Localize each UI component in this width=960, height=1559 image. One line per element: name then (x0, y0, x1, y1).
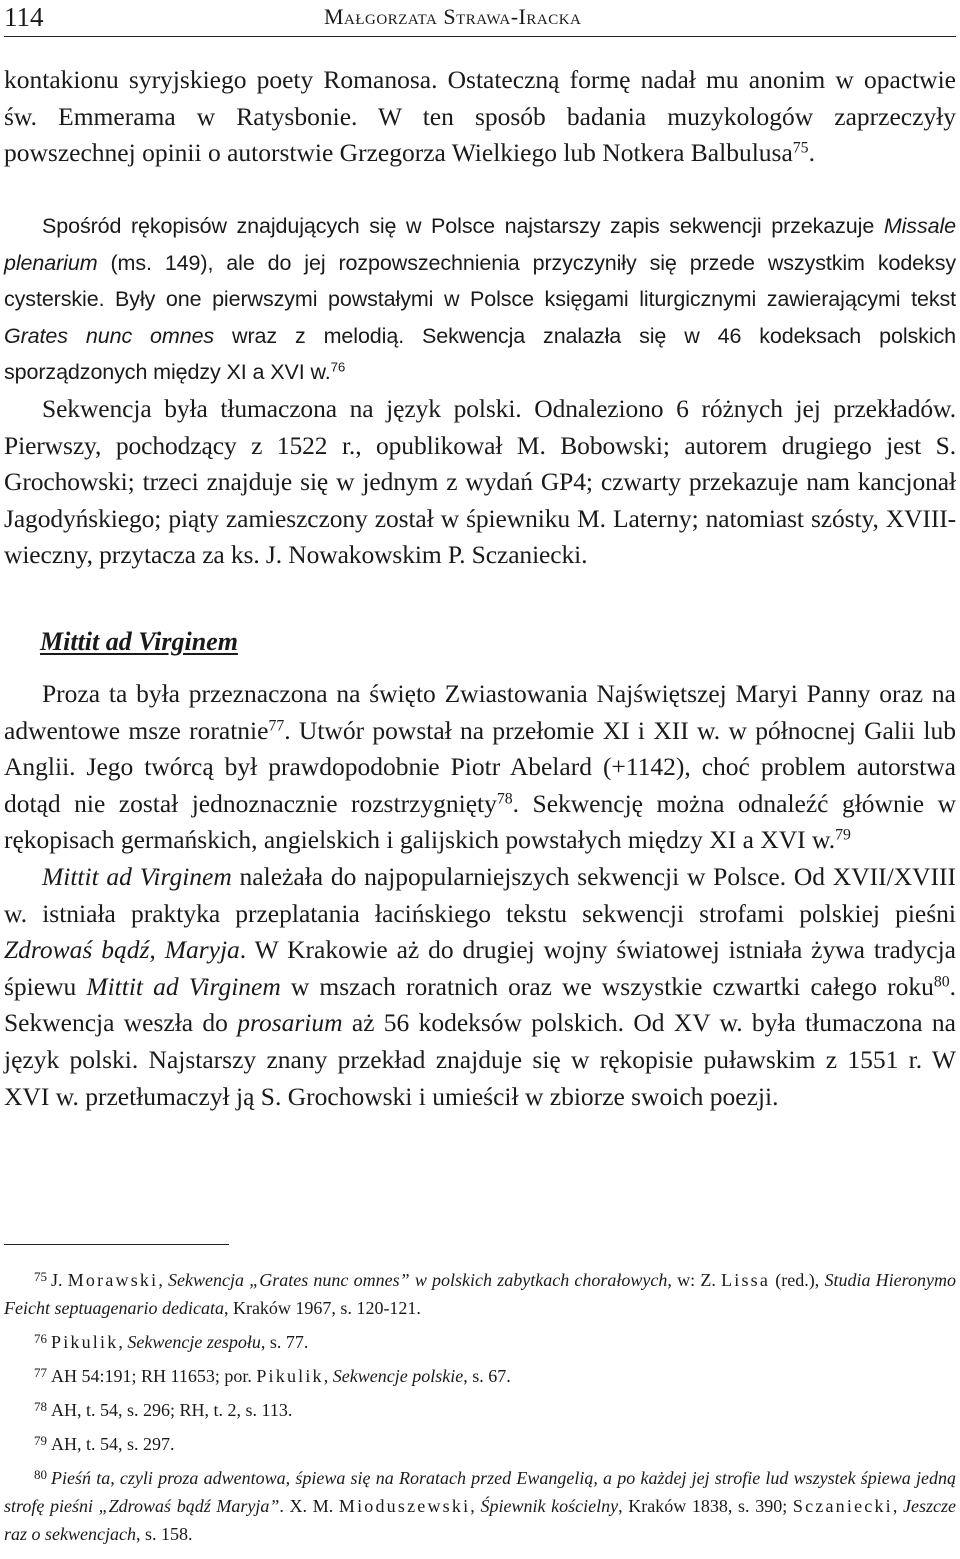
text-run: . Utwór powstał na przełomie XI i XII w. w północnej Galii lub Anglii. Jego twórcą był prawdopodobnie Piotr Abelard (+1142), choć problem autorstwa dotąd nie został jednoznacznie rozstrzygnięty (4, 715, 956, 818)
footnote-79 (4, 1430, 956, 1458)
footnote-75 (4, 1266, 956, 1322)
text-run: , (470, 1496, 481, 1516)
page-header (4, 0, 956, 37)
text-run: , (892, 1496, 904, 1516)
footnote-separator (4, 1244, 229, 1245)
text-run: . Sekwencję można odnaleźć głównie w rękopisach germańskich, angielskich i galijskich powstałych między XI a XVI w. (4, 788, 956, 855)
footnote-ref: 76 (330, 360, 346, 376)
text-run: (red.), (770, 1270, 825, 1290)
italic-run: Missale plenarium (4, 214, 956, 275)
text-run: . Sekwencja weszła do (4, 971, 956, 1038)
paragraph (4, 62, 956, 172)
footnote-80 (4, 1464, 956, 1548)
footnote-number: 76 (34, 1330, 47, 1346)
text-run: . W Krakowie aż do drugiej wojny światowej istniała żywa tradycja śpiewu (4, 935, 956, 1001)
text-run: (ms. 149), ale do jej rozpowszechnienia przyczyniły się przede wszystkim kodeksy cysterskie. Były one pierwszymi powstałymi w Polsce księgami liturgicznymi zawierającymi tekst (4, 250, 956, 312)
author-name: Sczaniecki (792, 1496, 893, 1516)
italic-run: Mittit ad Virginem (86, 971, 281, 1001)
section-heading: Mittit ad Virginem (40, 627, 238, 656)
italic-run: Zdrowaś bądź, Maryja (4, 935, 240, 965)
text-run: , Kraków 1967, s. 120-121. (223, 1298, 421, 1318)
text-run: . X. M. (279, 1496, 339, 1516)
italic-run: Sekwencje polskie (332, 1366, 464, 1386)
paragraph (4, 391, 956, 574)
text-run: , (118, 1332, 128, 1352)
italic-run: Studia Hieronymo Feicht septuagenario dedicata (4, 1270, 956, 1318)
footnote-number: 75 (34, 1268, 47, 1284)
italic-run: Pieśń ta, czyli proza adwentowa, śpiewa się na Roratach przed Ewangelią, a po każdej jej strofie lud wszystek śpiewa jedną strofę pieśni „Zdrowaś bądź Maryja” (4, 1468, 956, 1516)
text-run: , s. 67. (463, 1366, 511, 1386)
body-block-1 (4, 62, 956, 172)
footnote-ref: 78 (496, 790, 513, 808)
text-run: Sekwencja była tłumaczona na język polski. Odnaleziono 6 różnych jej przekładów. Pierwszy, pochodzący z 1522 r., opublikował M. Bobowski; autorem drugiego jest S. Grochowski; trzeci znajduje się w jednym z wydań GP4; czwarty przekazuje nam kancjonał Jagodyńskiego; piąty zamieszczony został w śpiewniku M. Laterny; natomiast szósty, XVIII-wieczny, przytacza za ks. J. Nowakowskim P. Sczaniecki. (4, 393, 956, 570)
author-name: Mioduszewski (338, 1496, 471, 1516)
text-run: w mszach roratnich oraz we wszystkie czwartki całego roku (280, 971, 934, 1001)
text-run: AH 54:191; RH 11653; por. (51, 1366, 257, 1386)
italic-run: Mittit ad Virginem (42, 861, 232, 891)
text-run: , Kraków 1838, s. 390; (618, 1496, 793, 1516)
text-run: AH, t. 54, s. 296; RH, t. 2, s. 113. (51, 1400, 293, 1420)
text-run: aż 56 kodeksów polskich. Od XV w. była tłumaczona na język polski. Najstarszy znany przekład znajduje się w rękopisie puławskim z 1551 r. W XVI w. przetłumaczył ją S. Grochowski i umieścił w zbiorze swoich poezji. (4, 1008, 956, 1111)
author-name: Morawski (67, 1270, 159, 1290)
author-name: Pikulik (256, 1366, 324, 1386)
text-run: J. (51, 1270, 68, 1290)
text-run: AH, t. 54, s. 297. (51, 1434, 175, 1454)
italic-run: Śpiewnik kościelny (480, 1496, 619, 1516)
italic-run: Jeszcze raz o sekwencjach (4, 1496, 957, 1544)
text-run: . (808, 138, 815, 168)
text-run: wraz z melodią. Sekwencja znalazła się w 46 kodeksach polskich sporządzonych między XI a XVI w. (4, 323, 956, 385)
running-head: Małgorzata Strawa-Iracka (324, 4, 582, 29)
text-run: należała do najpopularniejszych sekwencji w Polsce. Od XVII/XVIII w. istniała praktyka przeplatania łacińskiego tekstu sekwencji strofami polskiej pieśni (4, 861, 956, 928)
page-number: 114 (4, 2, 44, 32)
text-run: Proza ta była przeznaczona na święto Zwiastowania Najświętszej Maryi Panny oraz na adwentowe msze roratnie (4, 679, 956, 745)
footnote-number: 78 (34, 1398, 47, 1414)
text-run: , (158, 1270, 169, 1290)
footnote-number: 80 (34, 1466, 47, 1482)
text-run: , s. 77. (260, 1332, 309, 1352)
footnotes (4, 1266, 956, 1554)
footnote-ref: 80 (933, 973, 950, 991)
footnote-76 (4, 1328, 956, 1356)
paragraph (4, 676, 956, 859)
footnote-ref: 79 (835, 826, 851, 844)
italic-run: Sekwencja „Grates nunc omnes” w polskich zabytkach chorałowych, (168, 1270, 672, 1290)
author-name: Pikulik (51, 1332, 119, 1352)
footnote-78 (4, 1396, 956, 1424)
italic-run: prosarium (237, 1008, 343, 1038)
text-run: w: Z. (671, 1270, 722, 1290)
text-run: , s. 158. (135, 1524, 193, 1544)
italic-run: Sekwencje zespołu (127, 1332, 261, 1352)
text-run: kontakionu syryjskiego poety Romanosa. Ostateczną formę nadał mu anonim w opactwie św. Emmerama w Ratysbonie. W ten sposób badania muzykologów zaprzeczyły powszechnej opinii o autorstwie Grzegorza Wielkiego lub Notkera Balbulusa (4, 65, 956, 168)
body-block-3 (4, 676, 956, 1115)
footnote-ref: 75 (792, 139, 809, 157)
body-block-2 (4, 208, 956, 574)
paragraph (4, 208, 956, 391)
italic-run: Grates nunc omnes (4, 323, 215, 348)
footnote-77 (4, 1362, 956, 1390)
footnote-number: 77 (34, 1364, 47, 1380)
text-run: , (323, 1366, 333, 1386)
footnote-number: 79 (34, 1432, 47, 1448)
paragraph (4, 859, 956, 1115)
author-name: Lissa (721, 1270, 771, 1290)
footnote-ref: 77 (268, 716, 285, 734)
text-run: Spośród rękopisów znajdujących się w Polsce najstarszy zapis sekwencji przekazuje (42, 214, 884, 238)
